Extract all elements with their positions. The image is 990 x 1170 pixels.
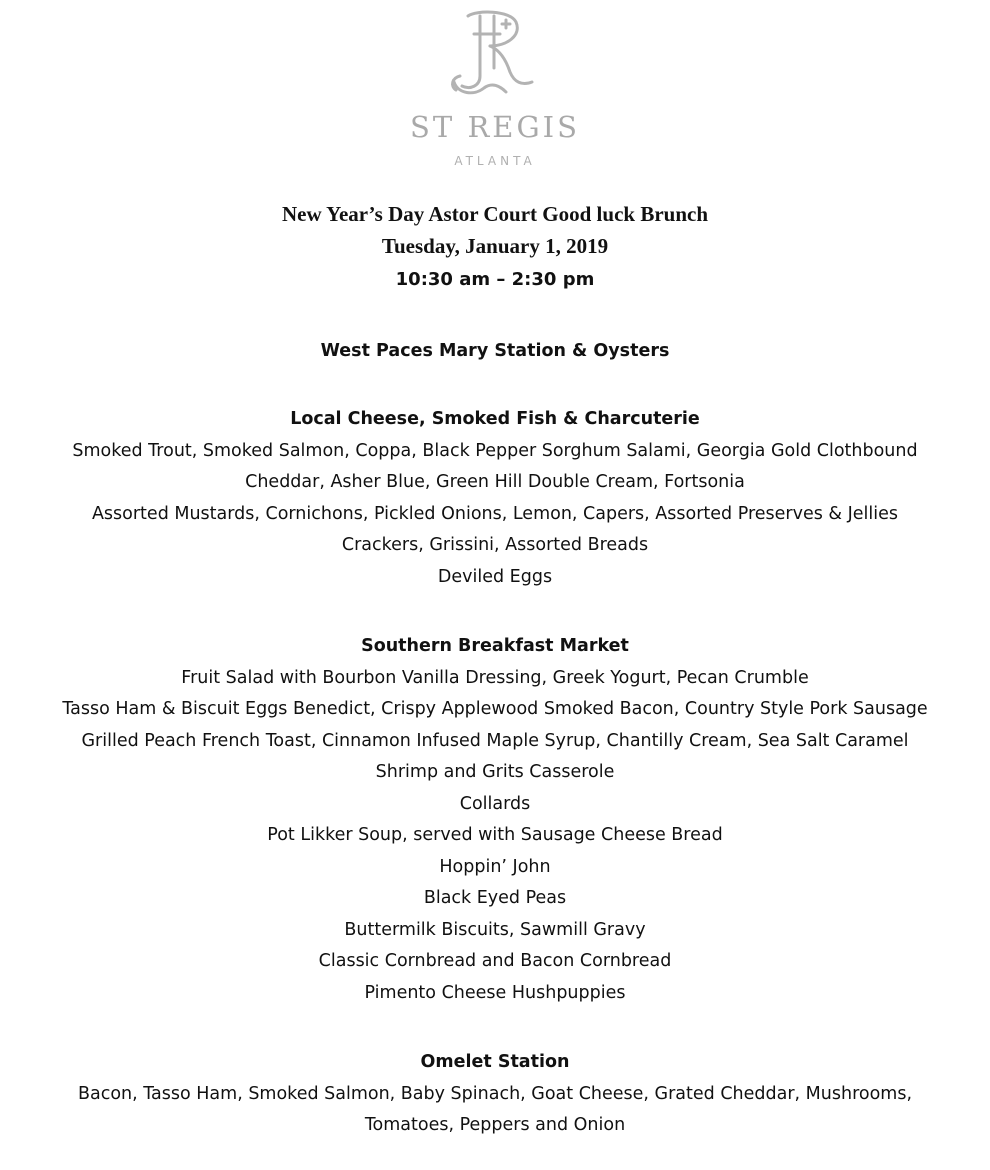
event-date: Tuesday, January 1, 2019 [381,234,609,258]
section-title: Southern Breakfast Market [361,636,629,656]
event-time: 10:30 am – 2:30 pm [395,269,595,290]
event-title: New Year’s Day Astor Court Good luck Brunch [281,202,709,226]
menu-item: Fruit Salad with Bourbon Vanilla Dressing, Greek Yogurt, Pecan Crumble [181,667,809,688]
menu-item: Tomatoes, Peppers and Onion [364,1115,626,1135]
section-southern-breakfast [0,631,990,1009]
menu-item: Bacon, Tasso Ham, Smoked Salmon, Baby Spinach, Goat Cheese, Grated Cheddar, Mushrooms, [77,1083,913,1104]
menu-item: Grilled Peach French Toast, Cinnamon Infused Maple Syrup, Chantilly Cream, Sea Salt Caramel [81,730,909,751]
menu-item: Shrimp and Grits Casserole [375,762,615,782]
menu-item: Deviled Eggs [437,566,553,587]
st-regis-monogram-icon [440,6,550,98]
section-cheese-fish-charcuterie [0,404,990,593]
brand-location: ATLANTA [454,154,536,168]
menu-item: Crackers, Grissini, Assorted Breads [341,535,649,555]
section-title: Local Cheese, Smoked Fish & Charcuterie [290,409,700,429]
hotel-logo [0,0,990,175]
section-omelet-station [0,1047,990,1142]
menu-item: Buttermilk Biscuits, Sawmill Gravy [344,919,646,940]
section-title: West Paces Mary Station & Oysters [320,341,670,361]
section-title: Omelet Station [420,1052,570,1072]
section-west-paces-mary [0,336,990,368]
menu-item: Classic Cornbread and Bacon Cornbread [318,951,672,971]
menu-item: Assorted Mustards, Cornichons, Pickled Onions, Lemon, Capers, Assorted Preserves & Jellies [91,503,899,524]
menu-item: Smoked Trout, Smoked Salmon, Coppa, Black Pepper Sorghum Salami, Georgia Gold Clothbound [72,440,918,461]
menu-item: Cheddar, Asher Blue, Green Hill Double Cream, Fortsonia [245,472,745,492]
menu-item: Tasso Ham & Biscuit Eggs Benedict, Crispy Applewood Smoked Bacon, Country Style Pork Sausage [62,699,928,719]
menu-item: Pot Likker Soup, served with Sausage Cheese Bread [267,825,723,845]
menu-item: Collards [459,793,531,814]
menu-item: Pimento Cheese Hushpuppies [364,982,626,1003]
menu-item: Black Eyed Peas [423,888,567,908]
menu-item: Hoppin’ John [439,856,551,877]
brand-name: ST REGIS [410,110,580,144]
